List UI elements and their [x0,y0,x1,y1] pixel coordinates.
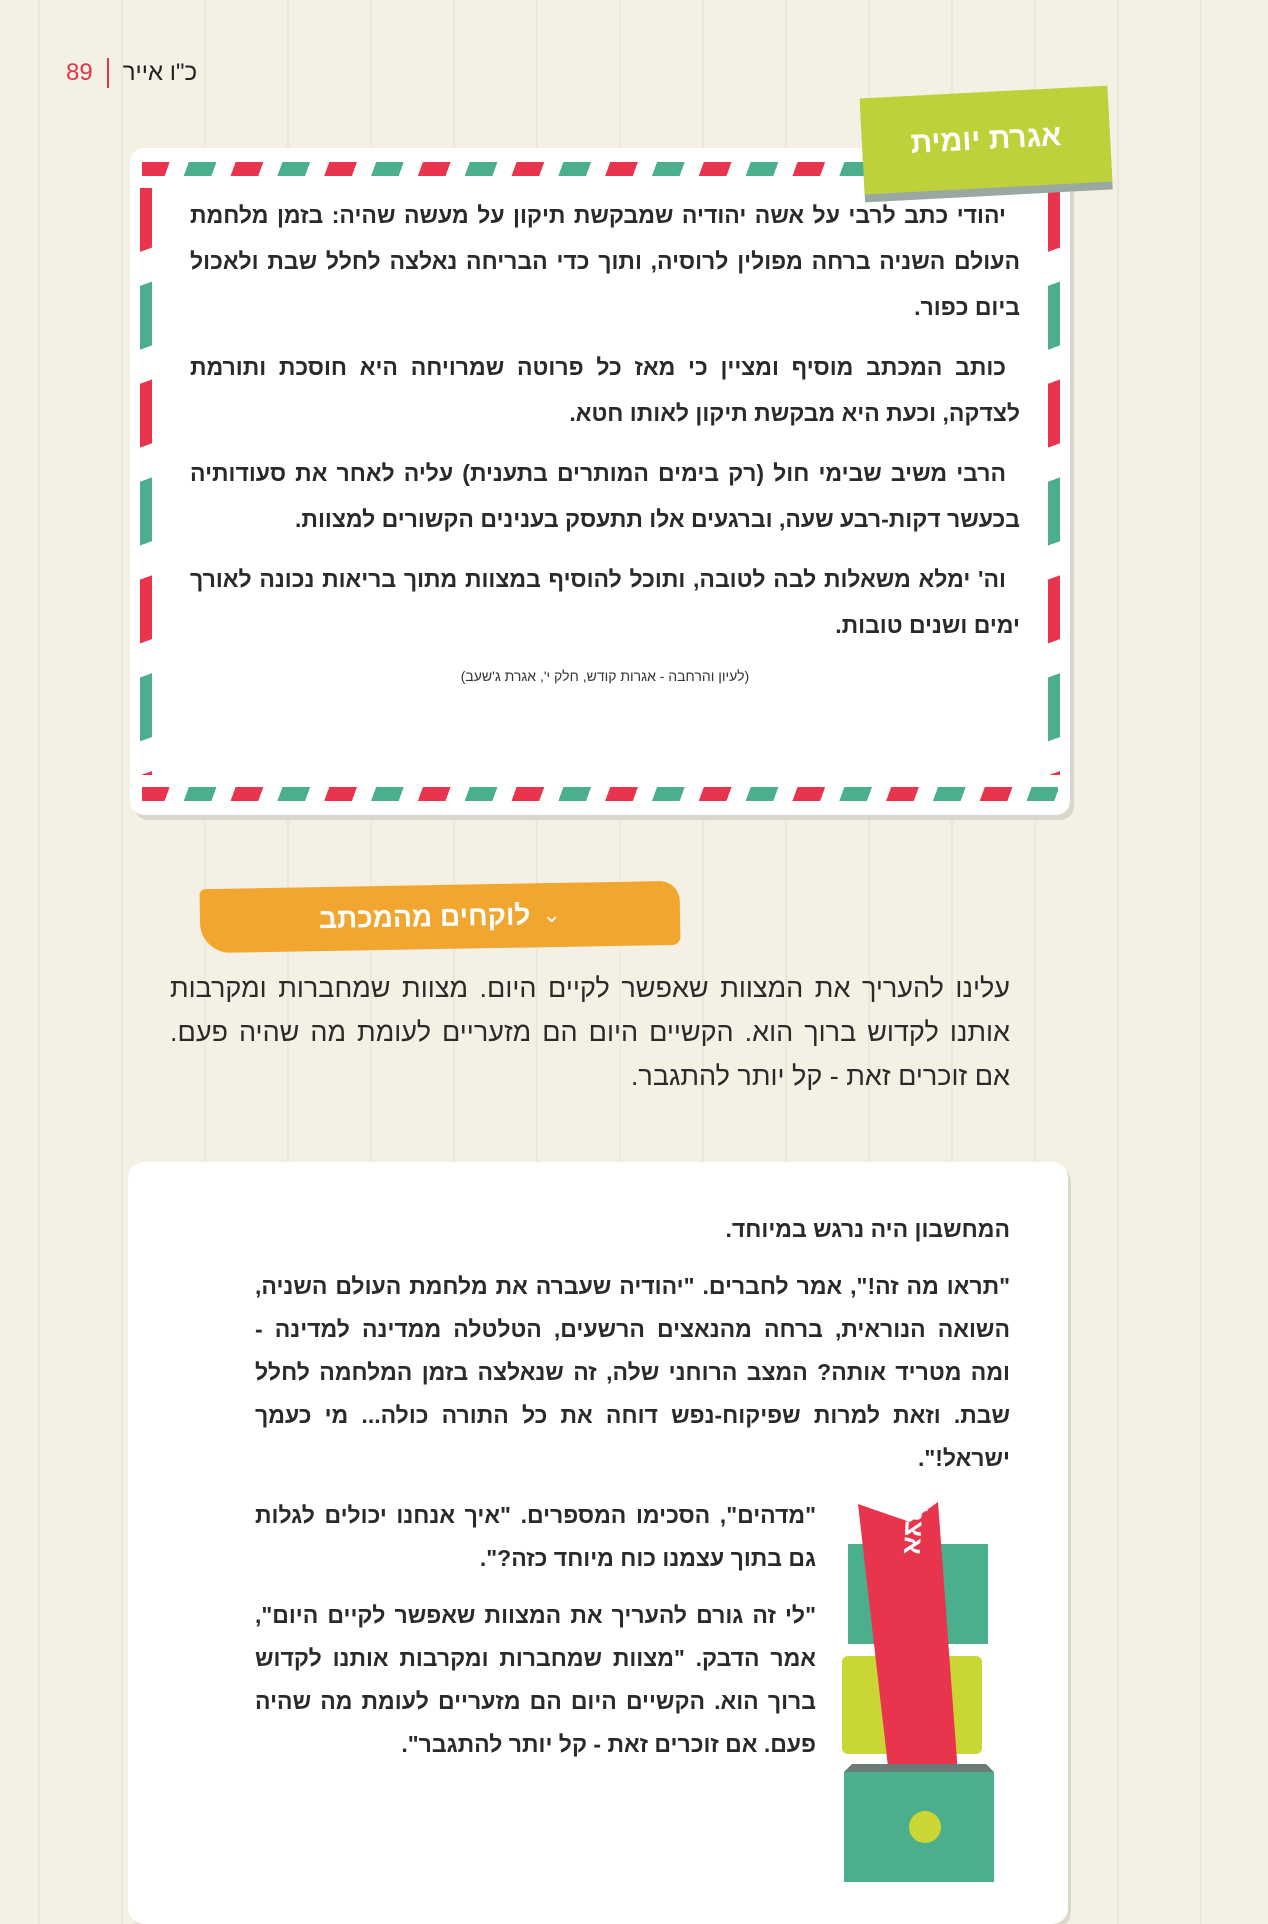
letter-paragraph: הרבי משיב שבימי חול (רק בימים המותרים בתענית) עליה לאחר את סעודותיה בכעשר דקות-רבע שעה, וברגעים אלו תתעסק בענינים הקשורים למצוות. [190,460,1020,532]
chevron-down-icon: ⌄ [542,901,562,928]
box-knob [909,1811,941,1843]
story-label: אצלנו בחבורה [898,1388,937,1556]
letter-paragraph: וה' ימלא משאלות לבה לטובה, ותוכל להוסיף במצוות מתוך בריאות נכונה לאורך ימים ושנים טובות. [190,566,1020,638]
takeaway-text: עלינו להעריך את המצוות שאפשר לקיים היום. מצוות שמחברות ומקרבות אותנו לקדוש ברוך הוא. הקשיים היום הם מזעריים לעומת מה שהיה פעם. אם זוכרים זאת - קל יותר להתגבר. [170,973,1010,1091]
page-date: כ"ו אייר [122,59,198,86]
letter-source: (לעיון והרחבה - אגרות קודש, חלק י', אגרת ג'שעב) [460,668,750,684]
story-paragraph: "מדהים", הסכימו המספרים. "איך אנחנו יכולים לגלות גם בתוך עצמנו כוח מיוחד כזה?". [255,1502,816,1571]
letter-paragraph: יהודי כתב לרבי על אשה יהודיה שמבקשת תיקון על מעשה שהיה: בזמן מלחמת העולם השניה ברחה מפולין לרוסיה, ותוך כדי הבריחה נאלצה לחלל שבת ולאכול ביום כפור. [190,202,1020,320]
story-paragraph: "לי זה גורם להעריך את המצוות שאפשר לקיים היום", אמר הדבק. "מצוות שמחברות ומקרבות אותנו לקדוש ברוך הוא. הקשיים היום הם מזעריים לעומת מה שהיה פעם. אם זוכרים זאת - קל יותר להתגבר". [255,1602,816,1757]
bookbox-icon [840,1388,1020,1894]
airmail-stripe-left [140,188,152,775]
header-divider [107,58,109,88]
bookbox-graphic [840,1388,1020,1894]
story-card [128,1162,1068,1924]
story-paragraph: "תראו מה זה!", אמר לחברים. "יהודיה שעברה את מלחמת העולם השניה, השואה הנוראית, ברחה מהנאצים הרשעים, הטלטלה ממדינה למדינה - ומה מטריד אותה? המצב הרוחני שלה, זה שנאלצה בזמן המלחמה לחלל שבת. וזאת למרות שפיקוח-נפש דוחה את כל התורה כולה... מי כעמך ישראל!". [255,1273,1010,1471]
story-body [255,1208,1010,1766]
takeaway-banner [199,881,680,953]
letter-body [190,178,1020,648]
letter-tag [860,86,1113,195]
letter-paragraph: כותב המכתב מוסיף ומציין כי מאז כל פרוטה שמרויחה היא חוסכת ותורמת לצדקה, וכעת היא מבקשת תיקון לאותו חטא. [190,354,1020,426]
letter-tag-label: אגרת יומית [909,119,1063,160]
page-number: 89 [66,59,93,86]
box-edge [844,1764,994,1772]
airmail-stripe-right [1048,188,1060,775]
airmail-stripe-bottom [142,787,1058,801]
letter-card [130,148,1070,815]
story-paragraph: המחשבון היה נרגש במיוחד. [725,1216,1010,1242]
takeaway-title: לוקחים מהמכתב [318,899,531,935]
page-header [66,58,197,88]
